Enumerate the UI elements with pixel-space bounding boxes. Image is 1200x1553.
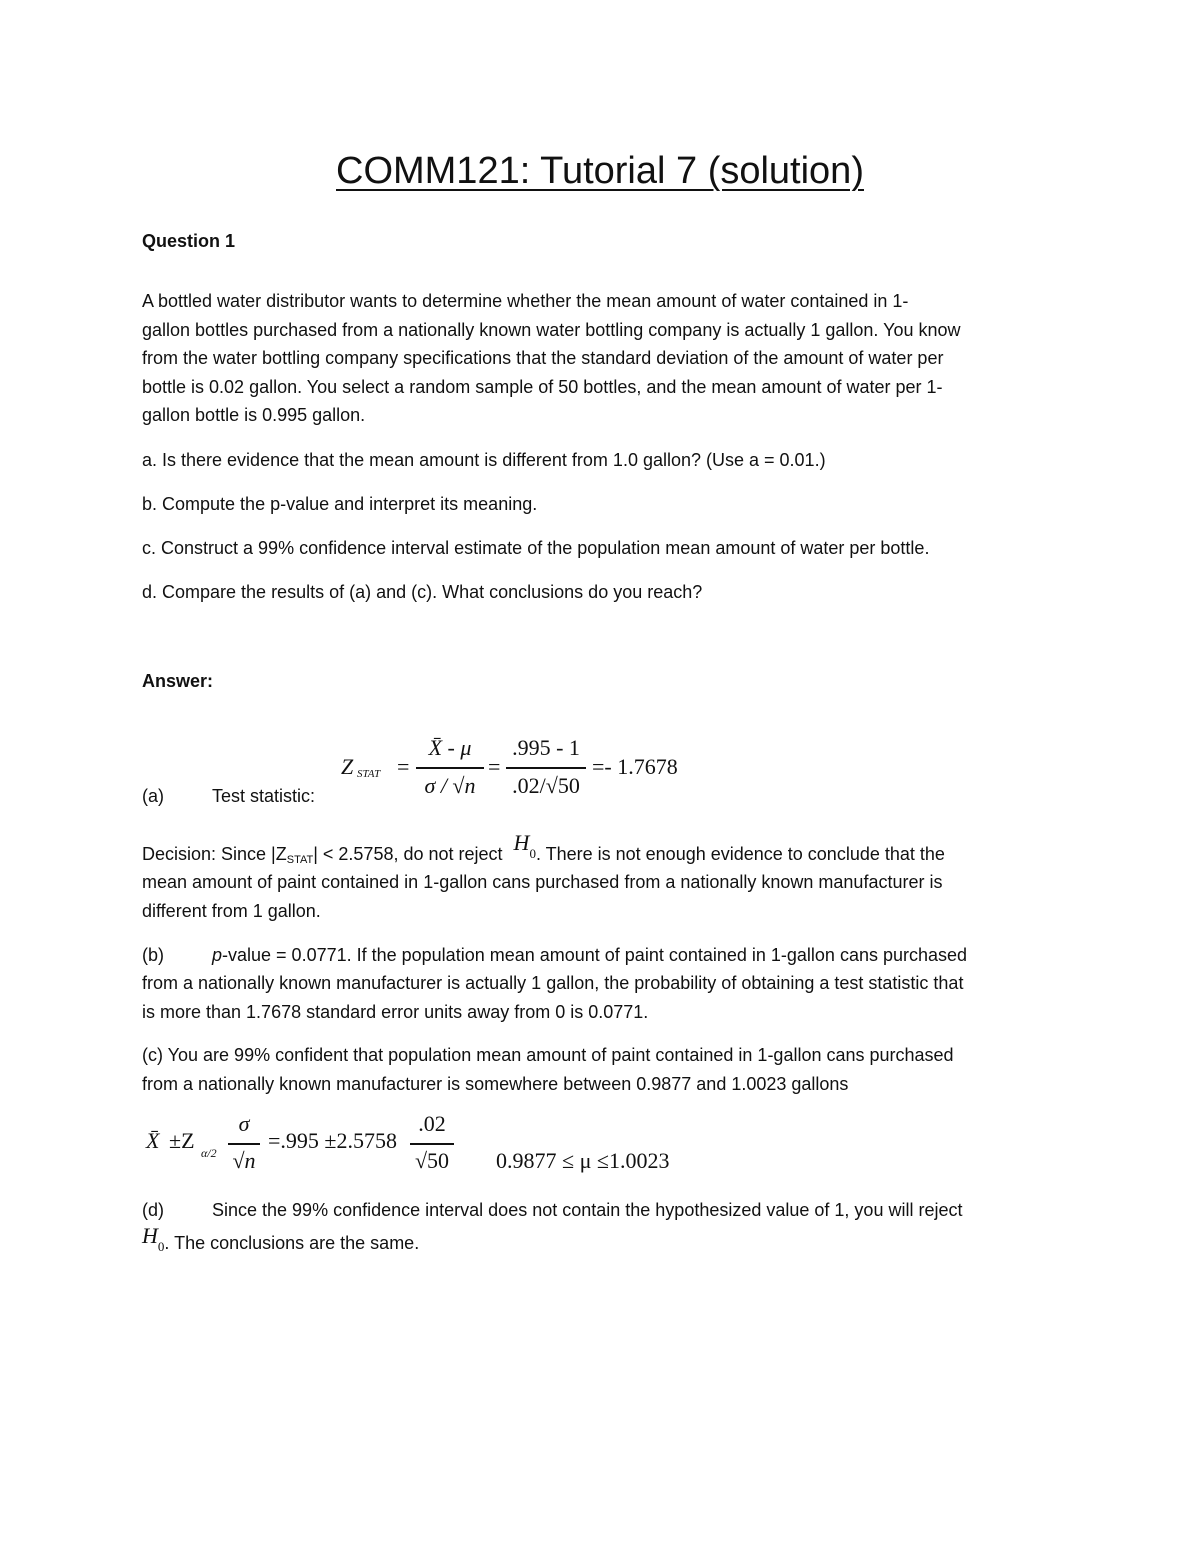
question-part-a: a. Is there evidence that the mean amount is different from 1.0 gallon? (Use a = 0.01.) <box>142 450 826 470</box>
question-part-d: d. Compare the results of (a) and (c). What conclusions do you reach? <box>142 582 703 602</box>
fraction-bar <box>506 767 586 769</box>
decision-continuation <box>142 868 942 925</box>
decision-line: mean amount of paint contained in 1-gallon cans purchased from a nationally known manufacturer is <box>142 872 943 892</box>
interval-result: 0.9877 ≤ μ ≤1.0023 <box>496 1148 670 1173</box>
answer-a-label: (a) <box>142 786 164 806</box>
h0-letter: H <box>513 830 530 855</box>
formula-result: =- 1.7678 <box>592 754 678 779</box>
answer-a-text: Test statistic: <box>212 786 316 806</box>
page-title: COMM121: Tutorial 7 (solution) <box>336 150 864 192</box>
fraction-bar <box>228 1143 260 1145</box>
answer-b-continuation <box>142 969 963 1026</box>
answer-b-line: is more than 1.7678 standard error units away from 0 is 0.0771. <box>142 1001 649 1022</box>
h0-symbol <box>513 830 536 861</box>
fraction-bar <box>410 1143 454 1145</box>
decision-suffix: . There is not enough evidence to conclude that the <box>535 844 945 864</box>
decision-mid: | < 2.5758, do not reject <box>313 844 503 864</box>
answer-b-label: (b) <box>142 945 164 965</box>
decision-subscript: STAT <box>286 854 314 866</box>
equals-sign: = <box>397 754 410 779</box>
fraction-numerator: .995 - 1 <box>512 735 580 760</box>
fraction-denominator: σ / √n <box>424 773 476 798</box>
h0-letter: H <box>142 1223 158 1248</box>
h0-subscript: 0 <box>529 846 536 861</box>
p-symbol: p <box>212 945 223 965</box>
question-part-c: c. Construct a 99% confidence interval estimate of the population mean amount of water per bottle. <box>142 538 930 558</box>
formula-mid: =.995 ±2.5758 <box>268 1128 397 1153</box>
fraction-denominator: √50 <box>414 1148 450 1173</box>
question-paragraph <box>142 287 961 430</box>
paragraph-line: bottle is 0.02 gallon. You select a random sample of 50 bottles, and the mean amount of water per 1- <box>142 376 943 397</box>
answer-d-continuation <box>142 1223 420 1268</box>
equals-sign: = <box>488 754 501 779</box>
fraction-numerator: .02 <box>418 1111 446 1136</box>
z-symbol: Z <box>341 754 354 779</box>
fraction-numerator: σ <box>238 1111 250 1136</box>
answer-b-line: from a nationally known manufacturer is actually 1 gallon, the probability of obtaining a test statistic that <box>142 973 964 993</box>
paragraph-line: from the water bottling company specifications that the standard deviation of the amount of water per <box>142 348 944 368</box>
answer-d-label: (d) <box>142 1200 164 1220</box>
paragraph-line: A bottled water distributor wants to determine whether the mean amount of water contained in 1- <box>142 291 909 311</box>
answer-d-suffix: . The conclusions are the same. <box>164 1233 420 1253</box>
fraction-denominator: .02/√50 <box>512 773 580 798</box>
answer-d-text: Since the 99% confidence interval does not contain the hypothesized value of 1, you will reject <box>212 1200 963 1220</box>
h0-symbol <box>142 1223 165 1254</box>
fraction-denominator: √n <box>232 1148 256 1173</box>
answer-c-line: (c) You are 99% confident that population mean amount of paint contained in 1-gallon cans purchased <box>142 1045 954 1065</box>
answer-c <box>142 1041 954 1098</box>
decision-prefix: Decision: Since |Z <box>142 844 287 864</box>
z-subscript: α/2 <box>201 1146 217 1160</box>
x-bar-symbol: X̄ <box>146 1128 160 1153</box>
fraction-bar <box>416 767 484 769</box>
z-subscript: STAT <box>357 768 381 780</box>
answer-b-text: -value = 0.0771. If the population mean amount of paint contained in 1-gallon cans purchased <box>222 945 968 965</box>
question-part-b: b. Compute the p-value and interpret its meaning. <box>142 494 538 514</box>
h0-subscript: 0 <box>157 1239 165 1254</box>
plus-minus-z: ±Z <box>169 1128 195 1153</box>
paragraph-line: gallon bottles purchased from a nationally known water bottling company is actually 1 gallon. You know <box>142 319 961 340</box>
answer-heading: Answer: <box>142 671 214 691</box>
question-heading: Question 1 <box>142 231 236 251</box>
paragraph-line: gallon bottle is 0.995 gallon. <box>142 405 366 425</box>
answer-b-line <box>212 941 967 970</box>
decision-line: different from 1 gallon. <box>142 900 321 921</box>
answer-c-line: from a nationally known manufacturer is somewhere between 0.9877 and 1.0023 gallons <box>142 1073 849 1094</box>
fraction-numerator: X̄ - μ <box>428 735 472 760</box>
